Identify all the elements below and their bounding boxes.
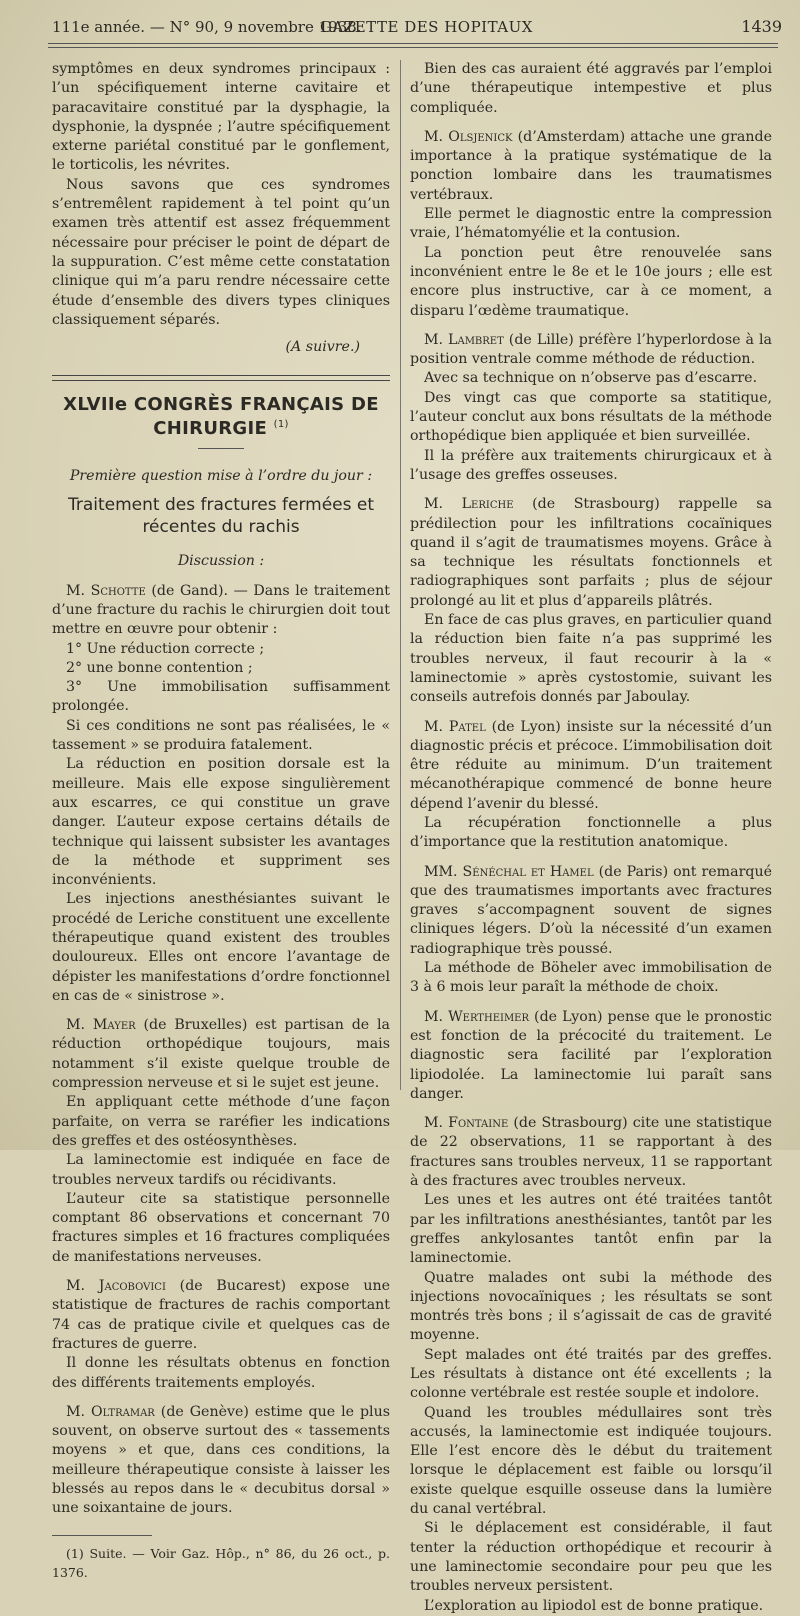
speaker-name: MM. Sénéchal et Hamel xyxy=(424,863,594,880)
paragraph: M. Mayer (de Bruxelles) est partisan de la réduction orthopédique toujours, mais notamment s’il existe quelque trouble de compression nerveuse et si le sujet est jeune. xyxy=(52,1017,391,1092)
paragraph: La ponction peut être renouvelée sans inconvénient entre le 8e et le 10e jours ; elle est encore plus instructive, car à ce moment, a disparu l’œdème traumatique. xyxy=(410,244,772,319)
page-header xyxy=(52,14,782,40)
paragraph: Il la préfère aux traitements chirurgicaux et à l’usage des greffes osseuses. xyxy=(410,447,772,483)
footnote-rule xyxy=(52,1535,152,1536)
section-rule xyxy=(52,375,390,381)
paragraph: La réduction en position dorsale est la meilleure. Mais elle expose singulièrement aux escarres, ce qui constitue un grave danger. L’auteur expose certains détails de technique qui laissent subsister les avantages de la méthode et suppriment ses inconvénients. xyxy=(52,756,390,889)
paragraph: L’auteur cite sa statistique personnelle comptant 86 observations et concernant 70 fractures simples et 16 fractures compliquées de manifestations nerveuses. xyxy=(52,1190,390,1265)
list-item: 3° Une immobilisation suffisamment prolongée. xyxy=(52,679,390,715)
paragraph: L’exploration au lipiodol est de bonne pratique. xyxy=(424,1597,764,1614)
paragraph: Bien des cas auraient été aggravés par l’emploi d’une thérapeutique intempestive et plus compliquée. xyxy=(410,61,772,116)
paragraph: La méthode de Böheler avec immobilisation de 3 à 6 mois leur paraît la méthode de choix. xyxy=(410,960,772,996)
paragraph: symptômes en deux syndromes principaux : l’un spécifiquement interne cavitaire et paracavitaire constitué par la dysphagie, la dysphonie, la dyspnée ; l’autre spécifiquement externe pariétal constitué par le gonflement, le torticolis, les névrites. xyxy=(52,61,390,174)
paragraph: M. Leriche (de Strasbourg) rappelle sa prédilection pour les infiltrations cocaïniques quand il s’agit de traumatismes moyens. Grâce à sa technique les résultats fonctionnels et radiographiques sont parfaits ; plus de séjour prolongé au lit et plus d’appareils plâtrés. xyxy=(410,496,773,609)
speaker-name: M. Olsjenick xyxy=(424,128,513,145)
numbered-list xyxy=(52,640,390,717)
list-item: 2° une bonne contention ; xyxy=(66,659,253,676)
paragraph: Des vingt cas que comporte sa statitique, l’auteur conclut aux bons résultats de la méthode orthopédique bien appliquée et bien surveillée. xyxy=(410,389,772,445)
paragraph: M. Wertheimer (de Lyon) pense que le pronostic est fonction de la précocité du traitement. Le diagnostic sera facilité par l’exploration lipiodolée. La laminectomie lui paraît sans danger. xyxy=(410,1008,772,1102)
speaker-name: M. Mayer xyxy=(66,1017,136,1034)
paragraph: M. Fontaine (de Strasbourg) cite une statistique de 22 observations, 11 se rapportant à des fractures sans troubles nerveux, 11 se rapportant à des fractures avec troubles nerveux. xyxy=(410,1115,772,1190)
paragraph: M. Jacobovici (de Bucarest) expose une statistique de fractures de rachis comportant 74 cas de pratique civile et quelques cas de fractures de guerre. xyxy=(52,1278,390,1352)
paragraph: La récupération fonctionnelle a plus d’importance que la restitution anatomique. xyxy=(410,814,772,851)
paragraph: Si le déplacement est considérable, il faut tenter la réduction orthopédique et recourir à une laminectomie secondaire pour peu que les troubles nerveux persistent. xyxy=(410,1520,772,1595)
header-rule xyxy=(48,43,778,48)
speaker-name: M. Jacobovici xyxy=(66,1278,166,1295)
question-label: Première question mise à l’ordre du jour : xyxy=(69,468,373,485)
speaker-name: M. Patel xyxy=(424,718,486,735)
paragraph: Quatre malades ont subi la méthode des injections novocaïniques ; les résultats se sont montrés très bons ; il s’agissait de cas de gravité moyenne. xyxy=(410,1269,772,1344)
speaker-name: M. Schotte xyxy=(66,582,146,599)
journal-title: GAZETTE DES HOPITAUX xyxy=(320,18,533,36)
article-title: Traitement des fractures fermées et récentes du rachis xyxy=(67,495,375,538)
paragraph: M. Patel (de Lyon) insiste sur la nécessité d’un diagnostic précis et précoce. L’immobilisation doit être réduite au minimum. D’un traitement mécanothérapique commencé de bonne heure dépend l’avenir du blessé. xyxy=(410,718,772,812)
paragraph: En appliquant cette méthode d’une façon parfaite, on verra se raréfier les indications des greffes et des ostéosynthèses. xyxy=(52,1094,390,1149)
speaker-name: M. Lambret xyxy=(424,331,504,348)
paragraph: Sept malades ont été traités par des greffes. Les résultats à distance ont été excellents ; la colonne vertébrale est restée souple et indolore. xyxy=(410,1346,772,1402)
paragraph: Les injections anesthésiantes suivant le procédé de Leriche constituent une excellente thérapeutique quand existent des troubles douloureux. Elles ont encore l’avantage de dépister les manifestations d’ordre fonctionnel en cas de « sinistrose ». xyxy=(52,891,390,1004)
paragraph: Si ces conditions ne sont pas réalisées, le « tassement » se produira fatalement. xyxy=(52,717,390,754)
to-be-continued: (A suivre.) xyxy=(285,339,360,356)
issue-line: 111e année. — N° 90, 9 novembre 1938. xyxy=(52,18,362,36)
paragraph: Il donne les résultats obtenus en fonction des différents traitements employés. xyxy=(52,1355,390,1391)
left-column xyxy=(52,60,390,1582)
section-heading xyxy=(52,395,390,438)
paragraph: M. Lambret (de Lille) préfère l’hyperlordose à la position ventrale comme méthode de réduction. xyxy=(410,331,772,368)
paragraph: Quand les troubles médullaires sont très accusés, la laminectomie est indiquée toujours. Elle l’est encore dès le début du traitement lorsque le déplacement est faible ou lorsqu’il existe quelque esquille osseuse dans la lumière du canal vertébral. xyxy=(410,1404,772,1518)
paragraph: Les unes et les autres ont été traitées tantôt par les infiltrations anesthésiantes, tantôt par les greffes ankylosantes tantôt enfin par la laminectomie. xyxy=(410,1192,772,1267)
paragraph: M. Oltramar (de Genève) estime que le plus souvent, on observe surtout des « tassements moyens » et que, dans ces conditions, la meilleure thérapeutique consiste à laisser les blessés au repos dans le « decubitus dorsal » une soixantaine de jours. xyxy=(52,1403,391,1517)
paragraph: Elle permet le diagnostic entre la compression vraie, l’hématomyélie et la contusion. xyxy=(410,206,772,242)
paragraph: Avec sa technique on n’observe pas d’escarre. xyxy=(424,370,758,387)
congress-title: XLVIIe CONGRÈS FRANÇAIS DE CHIRURGIE xyxy=(63,394,379,439)
list-item: 1° Une réduction correcte ; xyxy=(66,640,265,657)
speaker-name: M. Leriche xyxy=(424,496,514,513)
footnote-marker: (1) xyxy=(273,418,289,430)
paragraph: La laminectomie est indiquée en face de troubles nerveux tardifs ou récidivants. xyxy=(52,1152,390,1188)
column-divider xyxy=(400,60,401,1090)
paragraph: En face de cas plus graves, en particulier quand la réduction bien faite n’a pas supprimé les troubles nerveux, il faut recourir à la « laminectomie » après cystostomie, suivant les conseils autrefois donnés par Jaboulay. xyxy=(410,612,772,706)
discussion-label: Discussion : xyxy=(177,553,265,570)
paragraph: MM. Sénéchal et Hamel (de Paris) ont remarqué que des traumatismes importants avec fractures graves s’accompagnent souvent de signes cliniques légers. D’où la nécessité d’un examen radiographique très poussé. xyxy=(410,863,772,957)
page-number: 1439 xyxy=(741,17,782,36)
footnote: (1) Suite. — Voir Gaz. Hôp., n° 86, du 26 oct., p. 1376. xyxy=(52,1545,390,1580)
paragraph: Nous savons que ces syndromes s’entremêlent rapidement à tel point qu’un examen très attentif est assez fréquemment nécessaire pour préciser le point de départ de la suppuration. C’est même cette constatation clinique qui m’a paru rendre nécessaire cette étude d’ensemble des divers types cliniques classiquement séparés. xyxy=(52,176,390,328)
paragraph: M. Olsjenick (d’Amsterdam) attache une grande importance à la pratique systématique de la ponction lombaire dans les traumatismes vertébraux. xyxy=(410,128,772,203)
short-rule xyxy=(198,448,244,449)
speaker-name: M. Oltramar xyxy=(66,1403,155,1420)
speaker-name: M. Wertheimer xyxy=(424,1008,530,1025)
paragraph: M. Schotte (de Gand). — Dans le traitement d’une fracture du rachis le chirurgien doit tout mettre en œuvre pour obtenir : xyxy=(52,582,390,638)
speaker-name: M. Fontaine xyxy=(424,1115,509,1132)
right-column xyxy=(410,60,772,1616)
